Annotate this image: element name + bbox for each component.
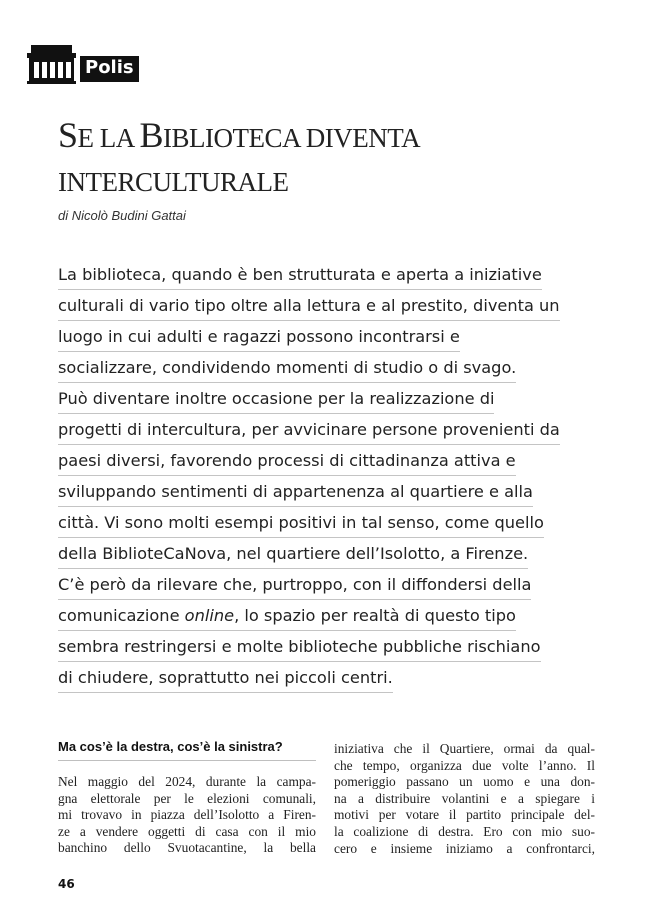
lead-line-text: città. Vi sono molti esempi positivi in tal senso, come quello xyxy=(58,511,544,538)
body-line: na a distribuire volantini e a spiegare i xyxy=(334,790,595,806)
body-column-right xyxy=(334,741,595,857)
section-tag xyxy=(27,44,139,84)
lead-line-text: sembra restringersi e molte biblioteche pubbliche rischiano xyxy=(58,635,541,662)
lead-line-text: culturali di vario tipo oltre alla lettura e al prestito, diventa un xyxy=(58,294,560,321)
lead-line-text: luogo in cui adulti e ragazzi possono incontrarsi e xyxy=(58,325,460,352)
lead-line-text: progetti di intercultura, per avvicinare persone provenienti da xyxy=(58,418,560,445)
lead-line xyxy=(58,263,578,294)
body-line: iniziativa che il Quartiere, ormai da qual- xyxy=(334,741,595,756)
lead-line xyxy=(58,573,578,604)
author-byline: di Nicolò Budini Gattai xyxy=(58,208,186,223)
lead-line-text: della BiblioteCaNova, nel quartiere dell’Isolotto, a Firenze. xyxy=(58,542,528,569)
body-line: gna elettorale per le elezioni comunali, xyxy=(58,790,316,806)
title-segment: S xyxy=(58,115,78,155)
body-line: cero e insieme iniziamo a confrontarci, xyxy=(334,840,595,856)
body-line: mi trovavo in piazza dell’Isolotto a Firen- xyxy=(58,807,316,823)
title-line xyxy=(58,159,618,203)
body-line: motivi per votare il partito principale del- xyxy=(334,807,595,823)
lead-line xyxy=(58,356,578,387)
lead-line xyxy=(58,387,578,418)
lead-paragraph xyxy=(58,263,578,697)
lead-line-text: comunicazione online, lo spazio per realtà di questo tipo xyxy=(58,604,516,631)
lead-line xyxy=(58,449,578,480)
title-segment: IBLIOTECA DIVENTA xyxy=(163,123,421,153)
lead-line xyxy=(58,604,578,635)
library-building-icon xyxy=(27,45,76,84)
title-segment: E LA xyxy=(77,123,140,153)
lead-line-text: paesi diversi, favorendo processi di cittadinanza attiva e xyxy=(58,449,516,476)
lead-line xyxy=(58,542,578,573)
body-line: banchino dello Svuotacantine, la bella xyxy=(58,840,316,856)
body-line: pomeriggio passano un uomo e una don- xyxy=(334,774,595,790)
lead-line-text: C’è però da rilevare che, purtroppo, con il diffondersi della xyxy=(58,573,531,600)
lead-line-text: La biblioteca, quando è ben strutturata e aperta a iniziative xyxy=(58,263,542,290)
body-line: la coalizione di destra. Ero con mio suo- xyxy=(334,823,595,839)
title-line xyxy=(58,115,618,159)
lead-line xyxy=(58,635,578,666)
lead-line xyxy=(58,511,578,542)
body-line: Nel maggio del 2024, durante la campa- xyxy=(58,774,316,789)
section-subheading: Ma cos’è la destra, cos’è la sinistra? xyxy=(58,739,316,761)
body-line: ze a vendere oggetti di casa con il mio xyxy=(58,823,316,839)
lead-line xyxy=(58,325,578,356)
article-title xyxy=(58,115,618,203)
body-line: che tempo, organizza due volte l’anno. Il xyxy=(334,757,595,773)
lead-line-text: Può diventare inoltre occasione per la realizzazione di xyxy=(58,387,494,414)
title-segment: B xyxy=(139,115,164,155)
body-column-left xyxy=(58,774,316,857)
lead-line-text: di chiudere, soprattutto nei piccoli centri. xyxy=(58,666,393,693)
section-label: Polis xyxy=(80,56,139,82)
lead-line xyxy=(58,418,578,449)
lead-line-text: sviluppando sentimenti di appartenenza al quartiere e alla xyxy=(58,480,533,507)
lead-line xyxy=(58,294,578,325)
lead-line xyxy=(58,666,578,697)
lead-line-text: socializzare, condividendo momenti di studio o di svago. xyxy=(58,356,516,383)
title-segment: INTERCULTURALE xyxy=(58,167,289,197)
page-number: 46 xyxy=(58,877,75,891)
lead-line xyxy=(58,480,578,511)
